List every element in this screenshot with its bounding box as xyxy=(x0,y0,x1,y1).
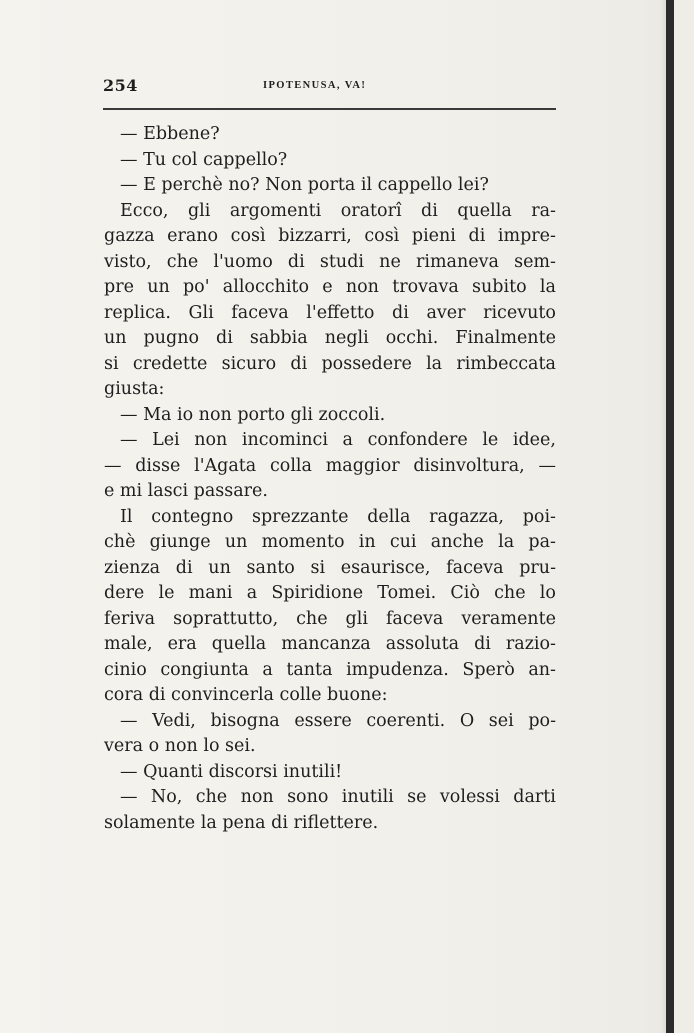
word: ragazza, xyxy=(429,506,504,527)
word: un xyxy=(147,277,170,297)
word: confondere xyxy=(367,430,468,450)
word: veramente xyxy=(461,608,556,629)
word: era xyxy=(167,634,197,654)
word: male, xyxy=(104,634,153,654)
page-number: 254 xyxy=(103,76,138,95)
word: replica. xyxy=(104,302,171,323)
word: aver xyxy=(426,302,466,323)
word: poi- xyxy=(522,506,556,527)
word: che xyxy=(166,251,199,272)
text-line xyxy=(104,454,556,480)
word: pieni xyxy=(411,226,456,246)
word: maggior xyxy=(325,455,400,476)
word: di xyxy=(421,200,438,221)
word: allocchito xyxy=(222,277,309,297)
text-line xyxy=(104,607,556,633)
word: coerenti. xyxy=(366,710,446,731)
line-text: giusta: xyxy=(104,379,165,399)
word: darti xyxy=(513,787,556,807)
word: zienza xyxy=(104,557,161,578)
word: un xyxy=(224,532,248,552)
word: sono xyxy=(287,787,329,807)
word: feriva xyxy=(104,608,156,629)
text-line xyxy=(104,479,556,505)
word: della xyxy=(367,506,411,527)
word: faceva xyxy=(446,557,504,578)
word: sem- xyxy=(514,251,556,272)
text-line xyxy=(104,148,556,174)
word: giunge xyxy=(149,532,211,552)
word: così xyxy=(364,226,400,246)
word: — xyxy=(104,455,122,476)
line-text: — Ma io non porto gli zoccoli. xyxy=(120,404,386,425)
word: incominci xyxy=(241,430,328,450)
text-line xyxy=(104,760,556,786)
word: la xyxy=(539,277,556,297)
word: disse xyxy=(135,455,181,476)
word: anche xyxy=(430,532,484,552)
page-header xyxy=(103,76,555,98)
line-text: — E perchè no? Non porta il cappello lei? xyxy=(120,175,489,195)
word: negli xyxy=(324,328,369,348)
word: sabbia xyxy=(249,328,308,348)
word: quella xyxy=(211,634,267,654)
word: idee, xyxy=(512,430,556,450)
line-text: vera o non lo sei. xyxy=(104,736,256,756)
word: gli xyxy=(187,200,211,221)
word: a xyxy=(246,583,258,603)
word: se xyxy=(407,787,427,807)
word: gli xyxy=(345,608,368,629)
word: congiunta xyxy=(160,659,249,680)
word: subito xyxy=(472,277,527,297)
word: colla xyxy=(269,455,312,476)
word: lo xyxy=(539,583,556,603)
header-rule xyxy=(103,108,556,110)
word: mancanza xyxy=(281,634,371,654)
word: faceva xyxy=(385,608,444,629)
word: rimaneva xyxy=(415,251,499,272)
text-line xyxy=(104,632,556,658)
running-title: IPOTENUSA, VA! xyxy=(263,80,367,91)
line-text: e mi lasci passare. xyxy=(104,481,268,501)
word: così xyxy=(230,226,266,246)
word: momento xyxy=(261,532,345,552)
word: sicuro xyxy=(221,353,277,374)
word: cinio xyxy=(104,659,147,680)
word: oratorî xyxy=(340,200,402,221)
word: a xyxy=(262,659,273,680)
word: non xyxy=(345,277,379,297)
word: argomenti xyxy=(229,200,322,221)
text-line xyxy=(104,352,556,378)
word: trovava xyxy=(392,277,459,297)
word: contegno xyxy=(151,506,234,527)
word: che xyxy=(494,583,526,603)
text-line xyxy=(104,505,556,531)
word: che xyxy=(296,608,328,629)
text-line xyxy=(104,173,556,199)
word: impre- xyxy=(497,226,556,246)
word: di xyxy=(392,302,409,323)
word: Lei xyxy=(152,430,180,450)
word: inutili xyxy=(341,787,394,807)
word: No, xyxy=(150,787,183,807)
text-line xyxy=(104,785,556,811)
text-line xyxy=(104,403,556,429)
word: an- xyxy=(528,659,556,680)
word: faceva xyxy=(231,302,289,323)
page-edge xyxy=(674,0,694,1033)
text-line xyxy=(104,326,556,352)
text-line xyxy=(104,428,556,454)
word: le xyxy=(158,583,175,603)
word: assoluta xyxy=(385,634,460,654)
word: Spiridione xyxy=(271,583,364,603)
word: Vedi, xyxy=(152,710,196,731)
text-line xyxy=(104,250,556,276)
word: di xyxy=(287,251,305,272)
word: la xyxy=(498,532,515,552)
word: le xyxy=(482,430,499,450)
text-line xyxy=(104,122,556,148)
word: erano xyxy=(167,226,219,246)
word: Gli xyxy=(188,302,214,323)
word: bizzarri, xyxy=(278,226,352,246)
word: soprattutto, xyxy=(173,608,279,629)
text-line xyxy=(104,530,556,556)
word: quella xyxy=(457,200,512,221)
word: l'uomo xyxy=(213,251,273,272)
word: mani xyxy=(188,583,233,603)
word: ricevuto xyxy=(483,302,556,323)
text-line xyxy=(104,811,556,837)
word: di xyxy=(468,226,486,246)
word: razio- xyxy=(505,634,556,654)
word: studi xyxy=(319,251,364,272)
word: po' xyxy=(182,277,210,297)
word: non xyxy=(194,430,228,450)
text-line xyxy=(104,734,556,760)
word: dere xyxy=(104,583,145,603)
word: la xyxy=(426,353,443,374)
word: ra- xyxy=(531,200,556,221)
word: l'effetto xyxy=(306,302,375,323)
word: sprezzante xyxy=(252,506,349,527)
word: credette xyxy=(132,353,208,374)
book-spine xyxy=(666,0,674,1033)
text-line xyxy=(104,301,556,327)
word: — xyxy=(120,710,138,731)
word: si xyxy=(104,353,119,374)
word: pre xyxy=(104,277,134,297)
word: Finalmente xyxy=(455,328,556,348)
word: pru- xyxy=(519,557,556,578)
word: — xyxy=(538,455,556,476)
word: si xyxy=(310,557,326,578)
word: pa- xyxy=(528,532,556,552)
word: un xyxy=(208,557,231,578)
word: di xyxy=(216,328,233,348)
word: in xyxy=(358,532,376,552)
line-text: — Tu col cappello? xyxy=(120,149,288,170)
word: esaurisce, xyxy=(340,557,431,578)
text-line xyxy=(104,199,556,225)
text-line xyxy=(104,275,556,301)
word: visto, xyxy=(104,251,152,272)
line-text: — Ebbene? xyxy=(120,124,220,144)
word: Tomei. xyxy=(377,583,437,603)
word: Sperò xyxy=(462,659,515,680)
word: impudenza. xyxy=(346,659,449,680)
word: gazza xyxy=(104,226,155,246)
word: chè xyxy=(104,532,136,552)
word: un xyxy=(104,328,127,348)
word: di xyxy=(290,353,308,374)
word: l'Agata xyxy=(194,455,257,476)
word: Il xyxy=(120,506,133,527)
word: sei xyxy=(488,710,514,731)
word: cui xyxy=(389,532,417,552)
word: volessi xyxy=(439,787,500,807)
word: ne xyxy=(379,251,401,272)
text-line xyxy=(104,377,556,403)
word: pugno xyxy=(143,328,200,348)
word: che xyxy=(195,787,228,807)
word: O xyxy=(459,710,475,731)
word: Ecco, xyxy=(120,200,169,221)
text-line xyxy=(104,658,556,684)
text-line xyxy=(104,224,556,250)
body-text xyxy=(104,122,556,836)
word: a xyxy=(342,430,353,450)
line-text: solamente la pena di riflettere. xyxy=(104,812,379,833)
word: possedere xyxy=(321,353,412,374)
word: — xyxy=(120,430,138,450)
line-text: cora di convincerla colle buone: xyxy=(104,685,388,705)
word: e xyxy=(322,277,333,297)
word: di xyxy=(474,634,491,654)
text-line xyxy=(104,581,556,607)
word: rimbeccata xyxy=(456,353,556,374)
word: di xyxy=(175,557,193,578)
word: essere xyxy=(294,710,352,731)
word: tanta xyxy=(286,659,333,680)
line-text: — Quanti discorsi inutili! xyxy=(120,761,343,782)
word: disinvoltura, xyxy=(413,455,525,476)
word: non xyxy=(240,787,274,807)
word: po- xyxy=(528,710,556,731)
word: Ciò xyxy=(450,583,480,603)
word: santo xyxy=(246,557,295,578)
word: occhi. xyxy=(385,328,439,348)
word: — xyxy=(120,787,138,807)
text-line xyxy=(104,683,556,709)
text-line xyxy=(104,709,556,735)
word: bisogna xyxy=(210,710,280,731)
text-line xyxy=(104,556,556,582)
